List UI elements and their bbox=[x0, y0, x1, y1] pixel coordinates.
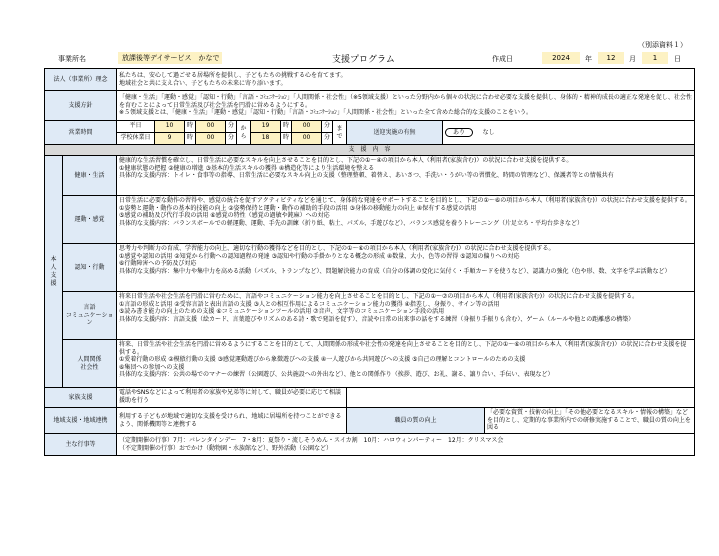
min-unit: 分 bbox=[322, 121, 333, 133]
transport-yes: あり bbox=[445, 128, 473, 138]
area-label: 言語 コミュニケーション bbox=[63, 292, 117, 340]
content-header: 支 援 内 容 bbox=[45, 145, 695, 156]
hour-unit: 時 bbox=[185, 133, 196, 145]
area-label: 認知・行動 bbox=[63, 244, 117, 292]
hours-label: 営業時間 bbox=[45, 121, 117, 145]
area-text: 思考力や判断力の育成、学習能力の向上、適切な行動の獲得などを目的とし、下記の①〜⑥の項目から本人（利用者(家族含む)）の状況に合わせ支援を提供する。 ①感覚や認知の活用 ②知覚から行動への認知過程の発達 ③認知や行動の手掛かりとなる概念の形成 ④数量、大小、色等の習得 ⑤認知の偏りへの対応 ⑥行動障害への予防及び対応 具体的な支援内容：集中力や集中力を高める活動（パズル、トランプなど）、問題解決能力の育成（自分の体調の変化に気付く・手順カードを使うなど）、認識力の強化（色や形、数、文字を学ぶ活動など） bbox=[117, 244, 695, 292]
family-row bbox=[45, 388, 695, 408]
weekday-end-min: 00 bbox=[292, 121, 322, 133]
family-text: 電話やSNSなどによって利用者の家族や兄弟等に対して、職員が必要に応じて相談援助を行う bbox=[117, 388, 347, 408]
weekday-end-hour: 19 bbox=[251, 121, 281, 133]
created-year: 2024 bbox=[542, 52, 580, 64]
min-unit: 分 bbox=[226, 121, 237, 133]
policy-text: 「健康・生活」「運動・感覚」「認知・行動」「言語・ｺﾐｭﾆｹｰｼｮﾝ」「人間関係・社会性」（※5領域支援）といった分野内から個々の状況に合わせ必要な支援を提供し、身体的・精神的成長の適正な発達を促し、社会性を育むことによって日常生活及び社会生活を円滑に営めるようにする。 ※５領域支援とは、「健康・生活」「運動・感覚」「認知・行動」「言語・ｺﾐｭﾆｹｰｼｮﾝ」「人間関係・社会性」といった全て含めた総合的な支援のことをいう。 bbox=[117, 91, 695, 121]
hour-unit: 時 bbox=[281, 121, 292, 133]
events-label: 主な行事等 bbox=[45, 434, 117, 456]
weekday-start-min: 00 bbox=[196, 121, 226, 133]
staff-label: 職員の質の向上 bbox=[347, 408, 485, 434]
area-row-social bbox=[45, 340, 695, 388]
holiday-start-min: 00 bbox=[196, 133, 226, 145]
area-label: 運動・感覚 bbox=[63, 196, 117, 244]
holiday-start-hour: 9 bbox=[155, 133, 185, 145]
to-label: まで bbox=[333, 121, 347, 145]
holiday-end-hour: 18 bbox=[251, 133, 281, 145]
transport-options bbox=[443, 121, 695, 145]
policy-label: 支援方針 bbox=[45, 91, 117, 121]
program-table bbox=[44, 68, 695, 456]
community-label: 地域支援・地域連携 bbox=[45, 408, 117, 434]
philosophy-text: 私たちは、安心して過ごせる居場所を提供し、子どもたちの挑戦する心を育てます。 地域社会と共に支え合い、子どもたちの未来に寄り添います。 bbox=[117, 69, 695, 91]
day-unit: 日 bbox=[674, 55, 681, 63]
created-month: 12 bbox=[598, 52, 624, 64]
honnin-label: 本人支援 bbox=[45, 156, 63, 388]
office-label: 事業所名 bbox=[58, 55, 86, 63]
policy-row bbox=[45, 91, 695, 121]
content-header-row bbox=[45, 145, 695, 156]
hour-unit: 時 bbox=[281, 133, 292, 145]
page-title: 支援プログラム bbox=[332, 55, 395, 65]
attachment-ref: （別添資料１） bbox=[638, 41, 687, 49]
area-text: 将来、日常生活や社会生活を円滑に営めるようにすることを目的として、人間関係の形成や社会性の発達を向上させることを目的とし、下記の①〜⑥の項目から本人（利用者(家族含む)）の状況に合わせ支援を提供する。 ①愛着行動の形成 ②模倣行動の支援 ③感覚運動遊びから象徴遊びへの支援 ④一人遊びから共同遊びへの支援 ⑤自己の理解とコントロールのための支援 ⑥集団への参加への支援 具体的な支援内容：公共の場でのマナーの練習（公園遊び、公共施設への外出など）、他との関係作り（挨拶、遊び、お礼、謝る、譲り合い、手伝い、表現など） bbox=[117, 340, 695, 388]
area-text: 将来日常生活や社会生活を円滑に営むために、言語やコミュニケーション能力を向上させることを目的とし、下記の①〜⑦の項目から本人（利用者(家族含む)）の状況に合わせ支援を提供する。 ①言語の形成と活用 ②受容言語と表出言語の支援 ③人との相互作用によるコミュニケーション能力の獲得 ④指差し、身振り、サイン等の活用 ⑤読み書き能力の向上のための支援 ⑥コミュニケーションツールの活用 ⑦音声、文字等のコミュニケーション手段の活用 具体的な支援内容：言語支援（絵カード、言葉遊びやリズムのある詩・歌で発語を促す）、音読や日常の出来事の話をする練習（身振り手振りも含む）、ゲーム（ルールや他との距離感の構築） bbox=[117, 292, 695, 340]
min-unit: 分 bbox=[226, 133, 237, 145]
hours-row-weekday bbox=[45, 121, 695, 133]
area-text: 健康的な生活習慣を確立し、日常生活に必要なスキルを向上させることを目的とし、下記の①〜④の項目から本人（利用者(家族含む)）の状況に合わせ支援を提供する。 ①健康状態の把握 ②健康の増進 ③基本的生活スキルの獲得 ④構造化等により生活環境を整える 具体的な支援内容：トイレ・食事等の指導、日常生活に必要なスキル向上の支援（整理整頓、着替え、あいさつ、手洗い・うがい等の習慣化、時間の管理など）、保護者等との情報共有 bbox=[117, 156, 695, 196]
hour-unit: 時 bbox=[185, 121, 196, 133]
staff-text: 「必要な資質・技術の向上」「その他必要となるスキル・情報の構築」などを目的とし、定期的な事業所内での研修実施することで、職員の質の向上を図る bbox=[485, 408, 695, 434]
area-label: 人間関係 社会性 bbox=[63, 340, 117, 388]
transport-label: 送迎実施の有無 bbox=[347, 121, 443, 145]
holiday-label: 学校休業日 bbox=[117, 133, 155, 145]
events-row bbox=[45, 434, 695, 456]
created-label: 作成日 bbox=[492, 55, 513, 63]
from-label: から bbox=[237, 121, 251, 145]
area-row-health bbox=[45, 156, 695, 196]
created-day: 1 bbox=[642, 52, 668, 64]
philosophy-row bbox=[45, 69, 695, 91]
events-text: （定期開催の行事）7月：バレンタインデー 7・8月：夏祭り・流しそうめん・スイカ割 10月：ハロウィンパーティー 12月：クリスマス会 （不定期開催の行事）おでかけ（動物園・水族館など）、野外活動（公園など） bbox=[117, 434, 695, 456]
area-row-cognition bbox=[45, 244, 695, 292]
weekday-start-hour: 10 bbox=[155, 121, 185, 133]
area-row-motor bbox=[45, 196, 695, 244]
holiday-end-min: 00 bbox=[292, 133, 322, 145]
area-text: 日常生活に必要な動作の習得や、感覚の統合を促すアクティビティなどを通じて、身体的な発達をサポートすることを目的とし、下記の①〜⑥の項目から本人（利用者(家族含む)）の状況に合わせ支援を提供する。 ①姿勢と運動・動作の基本的技能の向上 ②姿勢保持と運動・動作の補助的手段の活用 ③身体の移動能力の向上 ④保有する感覚の活用 ⑤感覚の補助及び代行手段の活用 ⑥感覚の特性（感覚の過敏や鈍麻）への対応 具体的な支援内容：バランスボールでの軽運動、運動、手先の訓練（折り紙、粘土、パズル、手遊びなど）、バランス感覚を養うトレーニング（片足立ち・平均台歩きなど） bbox=[117, 196, 695, 244]
family-label: 家族支援 bbox=[45, 388, 117, 408]
weekday-label: 平日 bbox=[117, 121, 155, 133]
transport-no: なし bbox=[482, 128, 495, 136]
document-header bbox=[42, 52, 692, 66]
min-unit: 分 bbox=[322, 133, 333, 145]
year-unit: 年 bbox=[585, 55, 592, 63]
community-text: 利用する子どもが地域で適切な支援を受けられ、地域に居場所を持つことができるよう、関係機関等と連携する bbox=[117, 408, 347, 434]
area-label: 健康・生活 bbox=[63, 156, 117, 196]
community-row bbox=[45, 408, 695, 434]
philosophy-label: 法人（事業所）理念 bbox=[45, 69, 117, 91]
area-row-language bbox=[45, 292, 695, 340]
office-name: 放課後等デイサービス かなで bbox=[118, 52, 222, 64]
month-unit: 月 bbox=[629, 55, 636, 63]
family-blank bbox=[347, 388, 695, 408]
